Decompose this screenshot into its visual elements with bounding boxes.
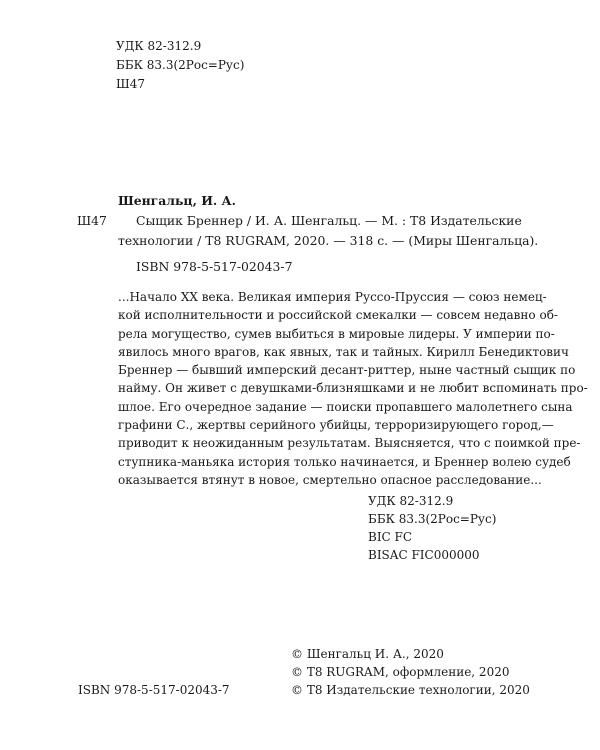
copyright-design: © T8 RUGRAM, оформление, 2020 — [291, 665, 510, 679]
class-bbk: ББК 83.3(2Рос=Рус) — [368, 512, 497, 526]
abstract-line: графини С., жертвы серийного убийцы, терроризирующего город,— — [118, 418, 554, 433]
copyright-publisher: © Т8 Издательские технологии, 2020 — [291, 683, 530, 697]
top-udk-code: УДК 82-312.9 — [116, 39, 202, 53]
class-udk: УДК 82-312.9 — [368, 494, 454, 508]
abstract-line: Бреннер — бывший имперский десант-риттер, ныне частный сыщик по — [118, 363, 576, 378]
bottom-isbn: ISBN 978-5-517-02043-7 — [78, 683, 230, 697]
abstract-line: шлое. Его очередное задание — поиски пропавшего малолетнего сына — [118, 399, 573, 414]
abstract-line: оказывается втянут в новое, смертельно опасное расследование... — [118, 472, 542, 487]
class-bic: BIC FC — [368, 530, 413, 544]
book-abstract — [118, 288, 588, 489]
class-bisac: BISAC FIC000000 — [368, 548, 480, 562]
title-line-2: технологии / T8 RUGRAM, 2020. — 318 с. — (Миры Шенгальца). — [118, 233, 539, 248]
title-line-1: Сыщик Бреннер / И. А. Шенгальц. — М. : Т8 Издательские — [136, 213, 522, 228]
top-author-mark: Ш47 — [116, 77, 145, 91]
abstract-line: найму. Он живет с девушками-близняшками и не любит вспоминать про- — [118, 381, 588, 396]
copyright-author: © Шенгальц И. А., 2020 — [291, 647, 444, 661]
record-author-mark: Ш47 — [77, 213, 107, 228]
abstract-line: ступника-маньяка история только начинается, и Бреннер волею судеб — [118, 454, 571, 469]
record-isbn: ISBN 978-5-517-02043-7 — [136, 259, 293, 274]
author-heading: Шенгальц, И. А. — [118, 193, 236, 208]
abstract-line: приводит к неожиданным результатам. Выясняется, что с поимкой пре- — [118, 436, 581, 451]
top-bbk-code: ББК 83.3(2Рос=Рус) — [116, 58, 245, 72]
abstract-line: кой исполнительности и российской смекалки — совсем недавно об- — [118, 308, 558, 323]
abstract-line: ...Начало XX века. Великая империя Руссо-Пруссия — союз немец- — [118, 290, 547, 304]
abstract-line: рела могущество, сумев выбиться в мировые лидеры. У империи по- — [118, 326, 555, 341]
abstract-line: явилось много врагов, как явных, так и тайных. Кирилл Бенедиктович — [118, 344, 569, 359]
